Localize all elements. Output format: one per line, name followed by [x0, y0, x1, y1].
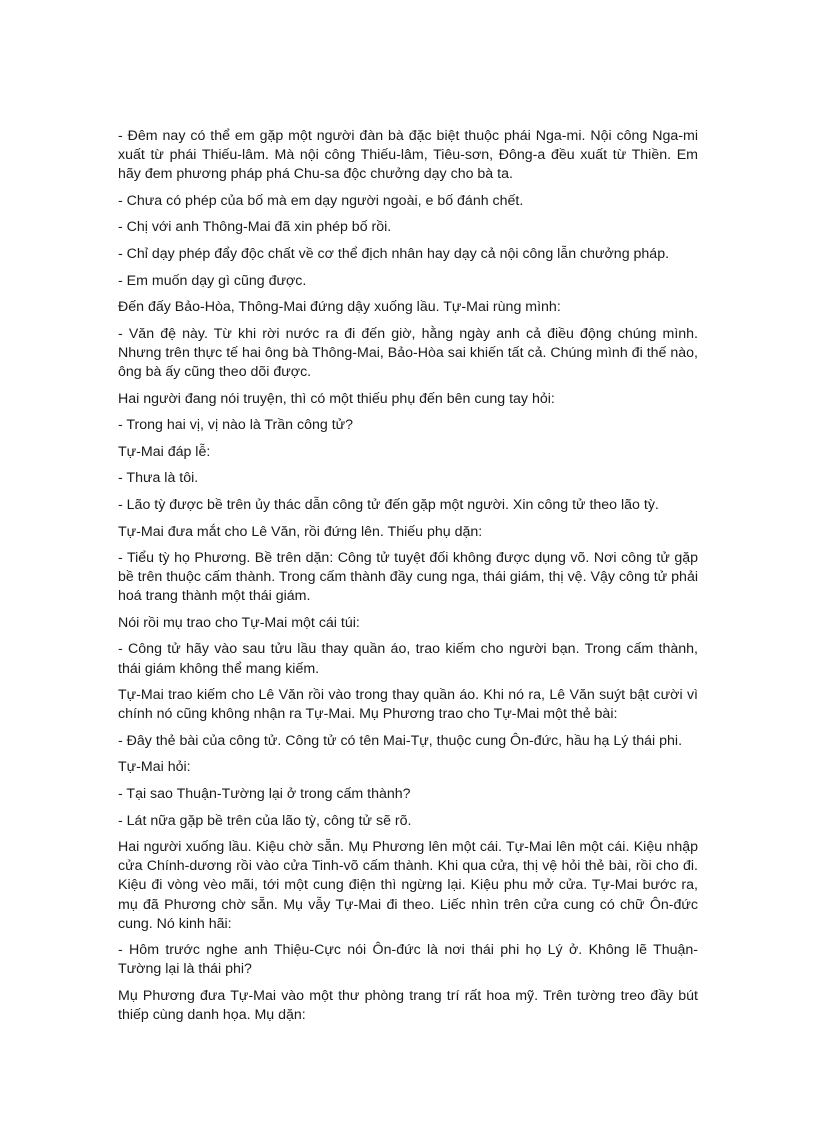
paragraph: - Chưa có phép của bố mà em dạy người ngoài, e bố đánh chết.: [118, 192, 524, 209]
paragraph: - Tại sao Thuận-Tường lại ở trong cấm thành?: [118, 786, 411, 803]
paragraph: - Chỉ dạy phép đẩy độc chất về cơ thể địch nhân hay dạy cả nội công lẫn chưởng pháp.: [118, 245, 670, 262]
paragraph: Mụ Phương đưa Tự-Mai vào một thư phòng trang trí rất hoa mỹ. Trên tường treo đầy bút thiếp cùng danh họa. Mụ dặn:: [118, 987, 698, 1023]
paragraph: - Đêm nay có thể em gặp một người đàn bà đặc biệt thuộc phái Nga-mi. Nội công Nga-mi xuất từ phái Thiếu-lâm. Mà nội công Thiếu-lâm, Tiêu-sơn, Đông-a đều xuất từ Thiền. Em hãy đem phương pháp phá Chu-sa độc chưởng dạy cho bà ta.: [118, 128, 698, 183]
paragraph: - Công tử hãy vào sau tửu lầu thay quần áo, trao kiếm cho người bạn. Trong cấm thành, thái giám không thể mang kiếm.: [118, 641, 698, 677]
paragraph: Tự-Mai trao kiếm cho Lê Văn rồi vào trong thay quần áo. Khi nó ra, Lê Văn suýt bật cười vì chính nó cũng không nhận ra Tự-Mai. Mụ Phương trao cho Tự-Mai một thẻ bài:: [118, 687, 698, 723]
paragraph: Nói rồi mụ trao cho Tự-Mai một cái túi:: [118, 614, 360, 631]
document-page: [118, 127, 698, 1033]
paragraph: - Đây thẻ bài của công tử. Công tử có tên Mai-Tự, thuộc cung Ôn-đức, hầu hạ Lý thái phi.: [118, 732, 683, 749]
paragraph: Hai người đang nói truyện, thì có một thiếu phụ đến bên cung tay hỏi:: [118, 390, 555, 407]
paragraph: Đến đấy Bảo-Hòa, Thông-Mai đứng dậy xuống lầu. Tự-Mai rùng mình:: [118, 299, 561, 316]
paragraph: - Chị với anh Thông-Mai đã xin phép bố rồi.: [118, 219, 392, 236]
paragraph: - Trong hai vị, vị nào là Trần công tử?: [118, 417, 354, 434]
paragraph: Hai người xuống lầu. Kiệu chờ sẵn. Mụ Phương lên một cái. Tự-Mai lên một cái. Kiệu nhập cửa Chính-dương rồi vào cửa Tinh-võ cấm thành. Khi qua cửa, thị vệ hỏi thẻ bài, rồi cho đi. Kiệu đi vòng vèo mãi, tới một cung điện thì ngừng lại. Kiệu phu mở cửa. Tự-Mai bước ra, mụ đã Phương chờ sẵn. Mụ vẫy Tự-Mai đi theo. Liếc nhìn trên cửa cung có chữ Ôn-đức cung. Nó kinh hãi:: [118, 839, 698, 932]
paragraph: Tự-Mai hỏi:: [118, 759, 191, 776]
paragraph: - Thưa là tôi.: [118, 470, 199, 487]
paragraph: - Văn đệ này. Từ khi rời nước ra đi đến giờ, hằng ngày anh cả điều động chúng mình. Nhưng trên thực tế hai ông bà Thông-Mai, Bảo-Hòa sai khiến tất cả. Chúng mình đi thế nào, ông bà ấy cũng theo dõi được.: [118, 325, 698, 380]
paragraph: - Em muốn dạy gì cũng được.: [118, 272, 307, 289]
paragraph: - Tiểu tỳ họ Phương. Bề trên dặn: Công tử tuyệt đối không được dụng võ. Nơi công tử gặp bề trên thuộc cấm thành. Trong cấm thành đầy cung nga, thái giám, thị vệ. Vậy công tử phải hoá trang thành một thái giám.: [118, 550, 698, 605]
paragraph: Tự-Mai đưa mắt cho Lê Văn, rồi đứng lên. Thiếu phụ dặn:: [118, 523, 483, 540]
paragraph: - Lão tỳ được bề trên ủy thác dẫn công tử đến gặp một người. Xin công tử theo lão tỳ.: [118, 496, 659, 513]
paragraph: - Lát nữa gặp bề trên của lão tỳ, công tử sẽ rõ.: [118, 812, 412, 829]
paragraph: Tự-Mai đáp lễ:: [118, 443, 211, 460]
paragraph: - Hôm trước nghe anh Thiệu-Cực nói Ôn-đức là nơi thái phi họ Lý ở. Không lẽ Thuận-Tường lại là thái phi?: [118, 942, 698, 978]
